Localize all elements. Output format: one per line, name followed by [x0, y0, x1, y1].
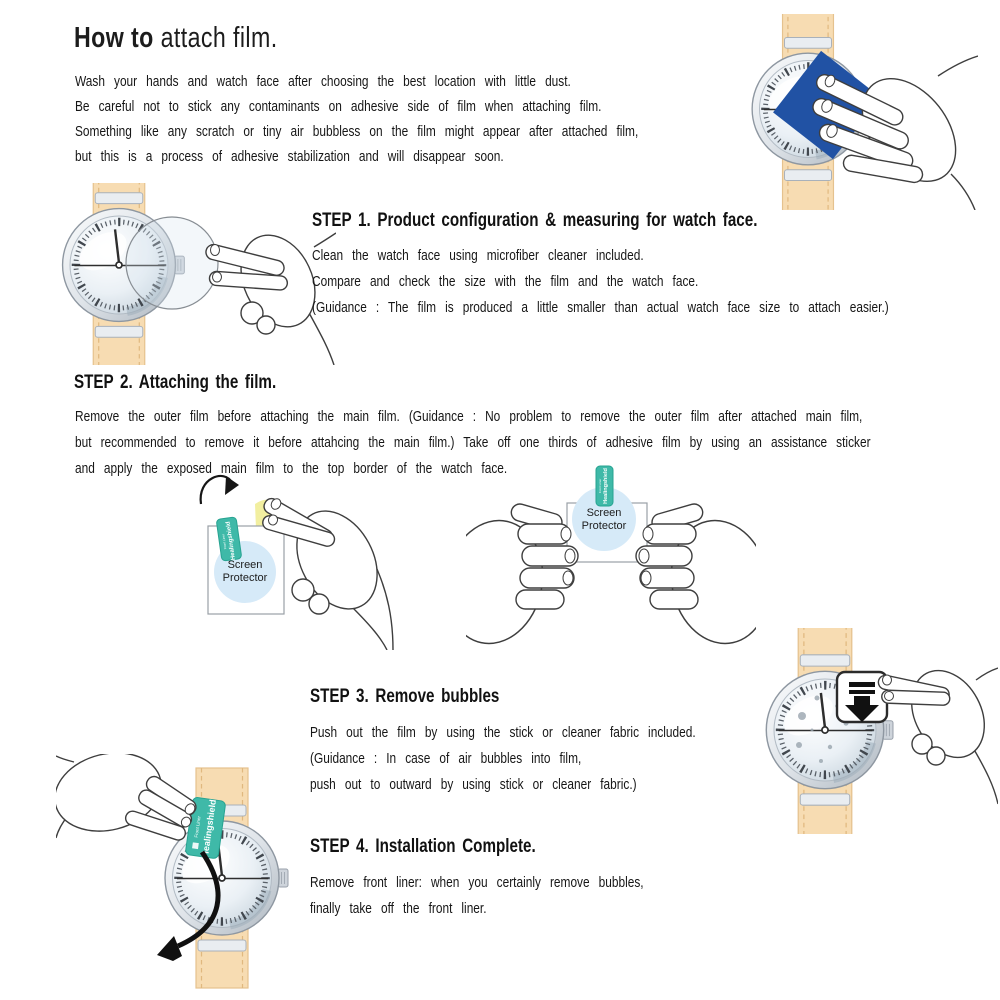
step4-heading: STEP 4. Installation Complete. [310, 836, 536, 857]
screen-protector-label: Protector [581, 520, 627, 532]
text-line: Remove front liner: when you certainly remove bubbles, [310, 875, 644, 891]
intro-paragraph [75, 70, 762, 170]
intro-line: Wash your hands and watch face after choosing the best location with little dust. [75, 74, 571, 90]
screen-protector-label: Screen [586, 507, 622, 519]
brand-label: Healingshield [225, 520, 237, 561]
text-line: Remove the outer film before attaching the main film. (Guidance : No problem to remove the outer film after attached main film, [75, 409, 863, 425]
title-rest: attach film. [153, 22, 278, 54]
peel-tab-illustration [185, 458, 400, 650]
left-hand-graphic [466, 502, 578, 652]
cleaning-illustration [733, 14, 978, 210]
brand-sticker [596, 466, 613, 506]
page-title [74, 22, 278, 55]
text-line: (Guidance : The film is produced a little smaller than actual watch face size to attach easier.) [312, 300, 889, 316]
film-disc [126, 217, 218, 309]
screen-protector-label: Screen [227, 559, 263, 571]
peel-arrow [201, 476, 239, 504]
step3-heading: STEP 3. Remove bubbles [310, 686, 500, 707]
text-line: (Guidance : In case of air bubbles into film, [310, 751, 582, 767]
pinching-hand-graphic [56, 754, 199, 842]
hold-film-illustration [466, 452, 756, 652]
remove-bubbles-illustration [742, 628, 998, 834]
step1-body [312, 243, 1000, 321]
brand-label: Healingshield [603, 468, 609, 504]
text-line: push out to outward by using stick or cleaner fabric.) [310, 777, 637, 793]
text-line: but recommended to remove it before attahcing the main film.) Take off one thirds of adhesive film by using an assistance sticker [75, 435, 871, 451]
text-line: finally take off the front liner. [310, 901, 487, 917]
step1-heading: STEP 1. Product configuration & measuring for watch face. [312, 210, 758, 231]
measuring-illustration [56, 183, 336, 365]
text-line: and apply the exposed main film to the top border of the watch face. [75, 461, 508, 477]
intro-line: Be careful not to stick any contaminants on adhesive side of film when attaching film. [75, 99, 602, 115]
film-sheet [567, 466, 647, 562]
pinching-hand-graphic [877, 658, 998, 804]
wiping-hand-graphic [810, 56, 978, 210]
step4-body [310, 870, 717, 922]
step3-body [310, 720, 780, 798]
step2-heading: STEP 2. Attaching the film. [74, 372, 277, 393]
remove-liner-illustration [56, 754, 312, 996]
watch-graphic [766, 628, 893, 834]
intro-line: but this is a process of adhesive stabilization and will disappear soon. [75, 149, 504, 165]
intro-line: Something like any scratch or tiny air bubbless on the film might appear after attached film, [75, 124, 639, 140]
text-line: Clean the watch face using microfiber cleaner included. [312, 248, 644, 264]
title-bold: How to [74, 22, 154, 54]
screen-protector-label: Protector [222, 572, 268, 584]
front-liner-label: Front Liner [221, 533, 228, 550]
front-liner-label: Front Liner [598, 478, 602, 494]
front-liner-label: Front Liner [193, 815, 202, 838]
text-line: Push out the film by using the stick or cleaner fabric included. [310, 725, 696, 741]
right-hand-graphic [636, 502, 756, 652]
brand-label: Healingshield [199, 798, 218, 859]
text-line: Compare and check the size with the film and the watch face. [312, 274, 699, 290]
